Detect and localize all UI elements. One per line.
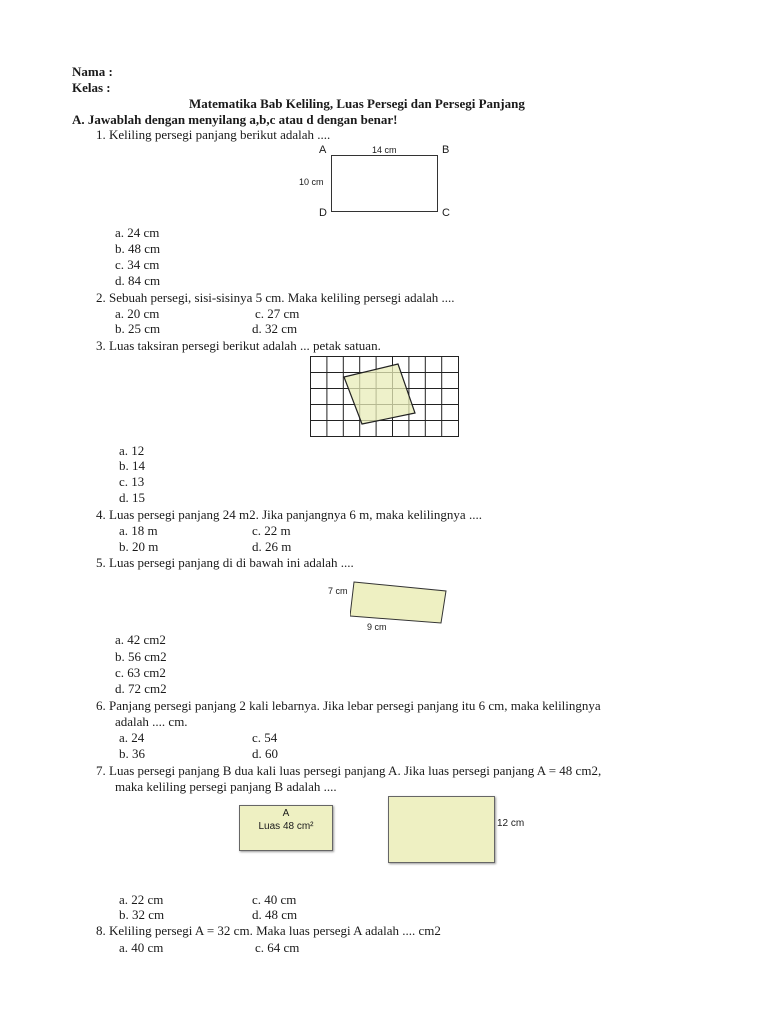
q1-option-d[interactable]: d. 84 cm <box>115 273 161 288</box>
q7-box-a <box>239 805 333 851</box>
q5-option-b[interactable]: b. 56 cm2 <box>115 649 167 664</box>
q5-bottom-length: 9 cm <box>367 622 387 632</box>
q1-side-length: 10 cm <box>299 177 324 187</box>
q4-option-b[interactable]: b. 20 m <box>119 539 159 554</box>
question-4: 4. Luas persegi panjang 24 m2. Jika panjangnya 6 m, maka kelilingnya .... <box>96 507 482 522</box>
question-6-line-1: 6. Panjang persegi panjang 2 kali lebarnya. Jika lebar persegi panjang itu 6 cm, maka kelilingnya <box>96 698 601 713</box>
question-7-line-2: maka keliling persegi panjang B adalah .... <box>115 779 337 794</box>
q5-option-c[interactable]: c. 63 cm2 <box>115 665 166 680</box>
q5-rectangle-figure <box>350 578 450 626</box>
q4-option-a[interactable]: a. 18 m <box>119 523 158 538</box>
q2-option-b[interactable]: b. 25 cm <box>115 321 161 336</box>
q7-option-c[interactable]: c. 40 cm <box>252 892 297 907</box>
q6-option-c[interactable]: c. 54 <box>252 730 278 745</box>
q1-rectangle-figure <box>295 142 465 224</box>
question-1: 1. Keliling persegi panjang berikut adalah .... <box>96 127 331 142</box>
q7-option-b[interactable]: b. 32 cm <box>119 907 165 922</box>
q1-corner-d: D <box>319 207 327 219</box>
question-8: 8. Keliling persegi A = 32 cm. Maka luas persegi A adalah .... cm2 <box>96 923 441 938</box>
q6-option-d[interactable]: d. 60 <box>252 746 278 761</box>
q1-corner-a: A <box>319 144 327 156</box>
q4-option-d[interactable]: d. 26 m <box>252 539 292 554</box>
question-5: 5. Luas persegi panjang di di bawah ini adalah .... <box>96 555 354 570</box>
q3-grid-figure <box>310 356 460 438</box>
q7-box-b-side: 12 cm <box>497 818 525 829</box>
q1-rectangle <box>331 155 438 212</box>
q1-option-b[interactable]: b. 48 cm <box>115 241 161 256</box>
q3-option-a[interactable]: a. 12 <box>119 443 145 458</box>
q2-option-c[interactable]: c. 27 cm <box>255 306 300 321</box>
q7-box-a-title: A <box>282 808 290 819</box>
section-instruction: A. Jawablah dengan menyilang a,b,c atau d dengan benar! <box>72 112 398 127</box>
q7-box-b <box>388 796 495 863</box>
kelas-label: Kelas : <box>72 80 111 95</box>
q2-option-a[interactable]: a. 20 cm <box>115 306 160 321</box>
question-2: 2. Sebuah persegi, sisi-sisinya 5 cm. Maka keliling persegi adalah .... <box>96 290 455 305</box>
question-6-line-2: adalah .... cm. <box>115 714 188 729</box>
q8-option-c[interactable]: c. 64 cm <box>255 940 300 955</box>
q1-option-c[interactable]: c. 34 cm <box>115 257 160 272</box>
q2-option-d[interactable]: d. 32 cm <box>252 321 298 336</box>
q7-option-a[interactable]: a. 22 cm <box>119 892 164 907</box>
q7-option-d[interactable]: d. 48 cm <box>252 907 298 922</box>
q5-tilted-rectangle <box>350 582 446 623</box>
page-title: Matematika Bab Keliling, Luas Persegi dan Persegi Panjang <box>189 96 525 111</box>
q1-corner-b: B <box>442 144 450 156</box>
q3-option-d[interactable]: d. 15 <box>119 490 145 505</box>
q7-box-a-area: Luas 48 cm² <box>258 821 314 832</box>
q8-option-a[interactable]: a. 40 cm <box>119 940 164 955</box>
q5-option-a[interactable]: a. 42 cm2 <box>115 632 166 647</box>
q3-option-c[interactable]: c. 13 <box>119 474 145 489</box>
q5-side-length: 7 cm <box>328 586 348 596</box>
q6-option-a[interactable]: a. 24 <box>119 730 145 745</box>
nama-label: Nama : <box>72 64 113 79</box>
q5-option-d[interactable]: d. 72 cm2 <box>115 681 167 696</box>
question-7-line-1: 7. Luas persegi panjang B dua kali luas persegi panjang A. Jika luas persegi panjang A = 48 cm2, <box>96 763 602 778</box>
question-3: 3. Luas taksiran persegi berikut adalah ... petak satuan. <box>96 338 381 353</box>
q3-option-b[interactable]: b. 14 <box>119 458 145 473</box>
q1-option-a[interactable]: a. 24 cm <box>115 225 160 240</box>
q1-top-length: 14 cm <box>372 145 397 155</box>
q6-option-b[interactable]: b. 36 <box>119 746 145 761</box>
q1-corner-c: C <box>442 207 450 219</box>
q4-option-c[interactable]: c. 22 m <box>252 523 291 538</box>
